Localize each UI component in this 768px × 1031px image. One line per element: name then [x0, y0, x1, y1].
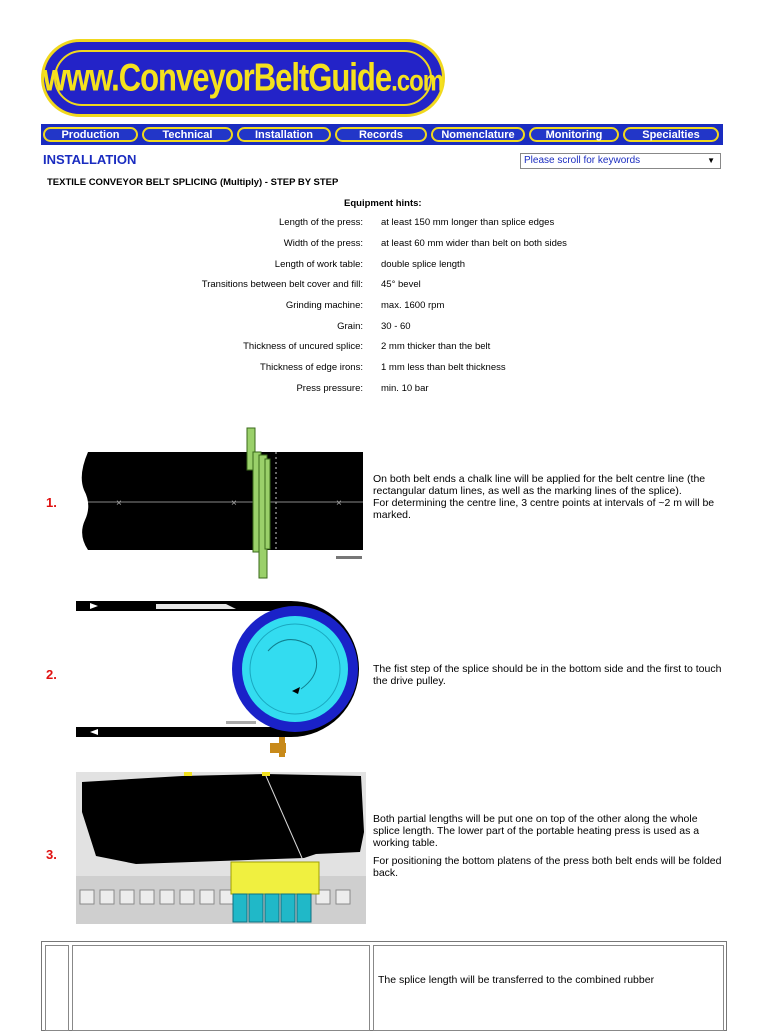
hint-value: double splice length — [381, 259, 465, 270]
hint-value: 45° bevel — [381, 279, 421, 290]
hint-row — [0, 383, 768, 397]
logo-text: www.ConveyorBeltGuide.com — [42, 55, 444, 100]
article-subtitle: TEXTILE CONVEYOR BELT SPLICING (Multiply) - STEP BY STEP — [47, 177, 339, 188]
hint-label: Thickness of uncured splice: — [243, 341, 363, 352]
hint-label: Press pressure: — [296, 383, 363, 394]
svg-text:×: × — [116, 498, 122, 509]
hint-label: Grinding machine: — [285, 300, 363, 311]
hint-row — [0, 217, 768, 231]
hint-row — [0, 300, 768, 314]
hint-value: min. 10 bar — [381, 383, 429, 394]
step-description — [373, 813, 723, 885]
step-number: 3. — [46, 847, 57, 862]
hint-label: Transitions between belt cover and fill: — [201, 279, 363, 290]
nav-installation[interactable]: Installation — [237, 127, 331, 142]
step-description — [373, 473, 723, 527]
step-text-cell — [373, 945, 724, 1031]
hint-value: max. 1600 rpm — [381, 300, 445, 311]
step-description — [373, 663, 723, 693]
belt-centre-line-illustration — [76, 425, 366, 580]
nav-technical[interactable]: Technical — [142, 127, 233, 142]
nav-production[interactable]: Production — [43, 127, 138, 142]
hint-label: Thickness of edge irons: — [260, 362, 363, 373]
hint-label: Length of work table: — [274, 259, 363, 270]
keyword-select-value: Please scroll for keywords — [524, 155, 641, 166]
hint-row — [0, 238, 768, 252]
drive-pulley-illustration — [76, 601, 366, 766]
hint-value: at least 150 mm longer than splice edges — [381, 217, 555, 228]
step-paragraph: Both partial lengths will be put one on top of the other along the whole splice length. The lower part of the portable heating press is used as a working table. — [373, 813, 700, 849]
hint-row — [0, 279, 768, 293]
hint-label: Grain: — [337, 321, 363, 332]
step-paragraph: The splice length will be transferred to the combined rubber — [378, 974, 655, 986]
svg-text:×: × — [231, 498, 237, 509]
hint-row — [0, 321, 768, 335]
nav-records[interactable]: Records — [335, 127, 427, 142]
hint-label: Length of the press: — [279, 217, 363, 228]
step-paragraph: For positioning the bottom platens of the press both belt ends will be folded back. — [373, 855, 722, 879]
hint-row — [0, 341, 768, 355]
page-title: INSTALLATION — [43, 152, 137, 167]
step-number-cell — [45, 945, 69, 1031]
step-image-cell — [72, 945, 370, 1031]
hint-value: 30 - 60 — [381, 321, 411, 332]
nav-specialties[interactable]: Specialties — [623, 127, 719, 142]
logo-frame — [42, 50, 444, 106]
svg-text:×: × — [336, 498, 342, 509]
step-paragraph: The fist step of the splice should be in the bottom side and the first to touch the drive pulley. — [373, 663, 722, 687]
hint-value: 1 mm less than belt thickness — [381, 362, 506, 373]
hint-row — [0, 362, 768, 376]
hint-value: at least 60 mm wider than belt on both sides — [381, 238, 567, 249]
site-logo[interactable] — [41, 39, 445, 117]
step-table — [41, 941, 727, 1031]
step-number: 2. — [46, 667, 57, 682]
heating-press-illustration — [76, 772, 366, 924]
keyword-select[interactable] — [520, 153, 721, 169]
step-number: 1. — [46, 495, 57, 510]
hint-label: Width of the press: — [283, 238, 363, 249]
step-paragraph: On both belt ends a chalk line will be applied for the belt centre line (the rectangular datum lines, as well as the marking lines of the splice). For determining the centre line, 3 centre points at intervals of ~2 m will be marked. — [373, 473, 715, 521]
nav-nomenclature[interactable]: Nomenclature — [431, 127, 525, 142]
chevron-down-icon: ▼ — [707, 156, 715, 165]
hints-title: Equipment hints: — [344, 198, 422, 209]
hint-row — [0, 259, 768, 273]
hint-value: 2 mm thicker than the belt — [381, 341, 491, 352]
main-nav — [41, 124, 723, 145]
nav-monitoring[interactable]: Monitoring — [529, 127, 619, 142]
